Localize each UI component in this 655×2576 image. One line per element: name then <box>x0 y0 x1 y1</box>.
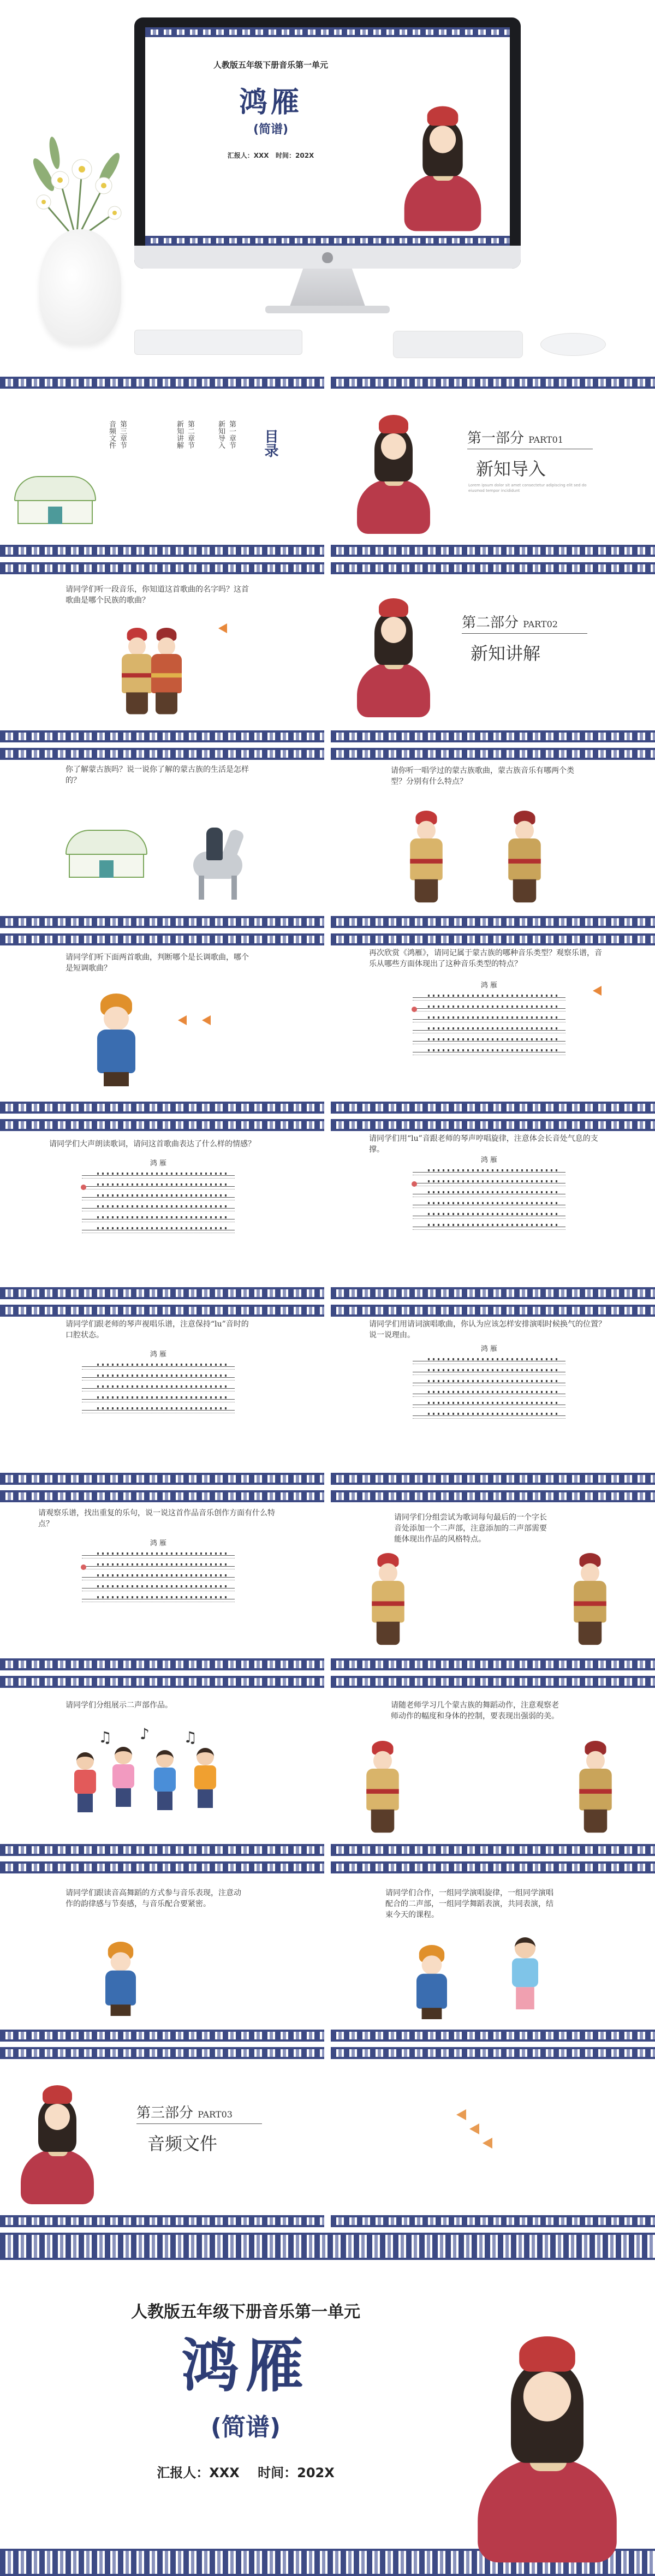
slide-hum-melody <box>331 1119 655 1299</box>
slide-text: 你了解蒙古族吗？说一说你了解的蒙古族的生活是怎样的？ <box>66 765 249 785</box>
trackpad <box>393 331 523 358</box>
music-score <box>82 1157 235 1241</box>
flower-bouquet-icon <box>22 131 131 240</box>
dancer-illustration <box>357 1741 408 1834</box>
toc-item-1: 新知导入 第一章节 <box>217 420 236 449</box>
slide-final-performance <box>331 1861 655 2042</box>
part-label: 第二部分 PART02 <box>462 615 558 631</box>
part-title: 音频文件 <box>147 2133 218 2154</box>
slide-text: 请同学们用“lu”音跟老师的琴声哼唱旋律，注意体会长音处气息的支撑。 <box>369 1134 598 1154</box>
mongolian-girl-illustration <box>16 2085 98 2205</box>
mongolian-kid-illustration <box>92 993 141 1086</box>
child-illustration <box>151 1750 179 1810</box>
slide-part1 <box>331 377 655 557</box>
slide-text: 请同学们跟读音高舞蹈的方式参与音乐表现，注意动作的韵律感与节奏感，与音乐配合要紧密。 <box>66 1889 241 1908</box>
score-title: 鸿 雁 <box>480 1156 498 1164</box>
slide-second-voice <box>331 1490 655 1670</box>
cover-reporter: 汇报人：XXX 时间：202X <box>157 2465 335 2480</box>
child-illustration <box>109 1747 138 1807</box>
cover-title: 鸿雁 <box>181 2333 310 2400</box>
slide-text: 再次欣赏《鸿雁》，请同记属于蒙古族的哪种音乐类型？观察乐谱，音乐从哪些方面体现出了这种音乐类型的特点？ <box>369 949 602 968</box>
music-note-icon: ♫ <box>183 1728 198 1746</box>
pattern-border <box>145 236 510 246</box>
slide-text: 请观察乐谱，找出重复的乐句，说一说这首作品音乐创作方面有什么特点？ <box>38 1509 275 1528</box>
toc-item-2: 新知讲解 第二章节 <box>175 420 194 449</box>
slide-text: 请同学们分组展示二声部作品。 <box>66 1701 172 1710</box>
slide-sight-sing <box>0 1305 324 1485</box>
slide-breathing <box>331 1305 655 1485</box>
slide-text: 请同学们合作，一组同学演唱旋律，一组同学演唱配合的二声部，一组同学舞蹈表演，共同表演，结束今天的课程。 <box>385 1889 553 1919</box>
slide-part2 <box>331 562 655 742</box>
monitor-chin <box>134 246 521 269</box>
audio-play-icon[interactable] <box>456 2109 466 2120</box>
cover-tag: (简谱) <box>210 2413 281 2441</box>
audio-play-icon[interactable] <box>202 1015 211 1025</box>
mouse <box>540 333 606 356</box>
slide-text: 请你听一唱学过的蒙古族歌曲，蒙古族音乐有哪两个类型？分别有什么特点？ <box>391 766 574 786</box>
divider <box>462 633 587 634</box>
dancer-illustration <box>142 628 190 715</box>
slide-long-short-tune <box>0 933 324 1114</box>
slide-sheet-analysis <box>331 933 655 1114</box>
slide-text: 请同学们跟老师的琴声视唱乐谱，注意保持“lu”音时的口腔状态。 <box>66 1320 249 1340</box>
mongolian-girl-illustration <box>353 598 434 718</box>
music-note-icon: ♪ <box>140 1725 150 1743</box>
toc-item-3: 音频文件 第三章节 <box>108 420 127 449</box>
horse-rider-illustration <box>186 819 251 901</box>
slide-part3 <box>0 2047 324 2227</box>
slide-group-show <box>0 1676 324 1856</box>
pattern-border <box>145 27 510 37</box>
slide-text: 请同学们用请词演唱歌曲，你认为应该怎样安排演唱时候换气的位置？说一说理由。 <box>369 1320 606 1340</box>
slide-read-lyrics <box>0 1119 324 1299</box>
music-score <box>82 1537 235 1610</box>
apple-logo-icon <box>322 252 333 263</box>
score-title: 鸿 雁 <box>150 1351 167 1359</box>
audio-play-icon[interactable] <box>178 1015 187 1025</box>
dancer-illustration <box>564 1553 616 1646</box>
audio-play-icon[interactable] <box>483 2138 492 2149</box>
music-score <box>413 1154 565 1238</box>
cover-slide-preview <box>145 27 510 246</box>
cover-tag: (简谱) <box>253 123 289 136</box>
slide-text: 请同学们听一段音乐，你知道这首歌曲的名字吗？这首歌曲是哪个民族的歌曲？ <box>66 585 249 605</box>
slide-audio-files <box>331 2047 655 2227</box>
child-illustration <box>191 1748 219 1808</box>
part-label: 第三部分 PART03 <box>136 2105 233 2121</box>
score-title: 鸿 雁 <box>480 1345 498 1353</box>
audio-play-icon[interactable] <box>218 623 227 633</box>
music-score <box>413 1343 565 1426</box>
vase <box>39 229 121 344</box>
part-title: 新知导入 <box>476 459 546 479</box>
hero-mockup <box>0 0 655 371</box>
dancer-illustration <box>401 811 452 903</box>
monitor-stand <box>289 269 366 308</box>
slide-text: 请随老师学习几个蒙古族的舞蹈动作，注意观察老师动作的幅度和身体的控制，要表现出强弱的美。 <box>391 1701 559 1721</box>
slide-text: 请同学们大声朗读歌词，请问这首歌曲表达了什么样的情感？ <box>49 1140 255 1149</box>
mongolian-kid-illustration <box>101 1942 140 2016</box>
slide-text: 请同学们听下面两首歌曲，判断哪个是长调歌曲，哪个是短调歌曲？ <box>66 953 249 973</box>
yurt-illustration <box>14 476 96 525</box>
part-label: 第一部分 PART01 <box>467 430 563 447</box>
slide-mongolian-life <box>0 748 324 928</box>
mongolian-kid-illustration <box>412 1945 451 2019</box>
divider <box>136 2123 262 2124</box>
cover-slide-large <box>0 2233 655 2576</box>
slide-repeat-phrase <box>0 1490 324 1670</box>
part-caption: Lorem ipsum dolor sit amet consectetur adipiscing elit sed do eiusmod tempor incididunt <box>468 483 587 493</box>
cover-subtitle: 人教版五年级下册音乐第一单元 <box>131 2303 360 2322</box>
mongolian-girl-illustration <box>400 106 486 233</box>
slide-toc <box>0 377 324 557</box>
music-note-icon: ♫ <box>98 1728 112 1746</box>
score-title: 鸿 雁 <box>480 981 498 990</box>
toc-title: 目录 <box>262 429 278 457</box>
slide-music-types <box>331 748 655 928</box>
dancer-illustration <box>499 811 550 903</box>
score-title: 鸿 雁 <box>150 1539 167 1548</box>
score-title: 鸿 雁 <box>150 1159 167 1168</box>
slide-follow-dance <box>0 1861 324 2042</box>
slide-listen <box>0 562 324 742</box>
dancing-girl-illustration <box>508 1937 542 2009</box>
monitor <box>134 17 521 269</box>
cover-subtitle: 人教版五年级下册音乐第一单元 <box>213 60 328 70</box>
slide-dance-moves <box>331 1676 655 1856</box>
keyboard <box>134 330 302 355</box>
music-score <box>82 1348 235 1421</box>
part-title: 新知讲解 <box>471 643 541 664</box>
music-score <box>413 979 565 1063</box>
yurt-illustration <box>66 830 147 879</box>
audio-play-icon[interactable] <box>469 2123 479 2134</box>
mongolian-girl-illustration <box>469 2336 625 2565</box>
dancer-illustration <box>570 1741 621 1834</box>
cover-reporter: 汇报人：XXX 时间：202X <box>227 152 314 159</box>
mongolian-girl-illustration <box>353 415 434 535</box>
monitor-stand-base <box>265 306 390 313</box>
child-illustration <box>71 1752 99 1812</box>
dancer-illustration <box>362 1553 414 1646</box>
cover-title: 鸿雁 <box>239 86 302 119</box>
audio-play-icon[interactable] <box>593 986 602 996</box>
slide-text: 请同学们分组尝试为歌词每句最后的一个字长音处添加一个二声部，注意添加的二声部需要能体现出作品的风格特点。 <box>394 1513 547 1544</box>
